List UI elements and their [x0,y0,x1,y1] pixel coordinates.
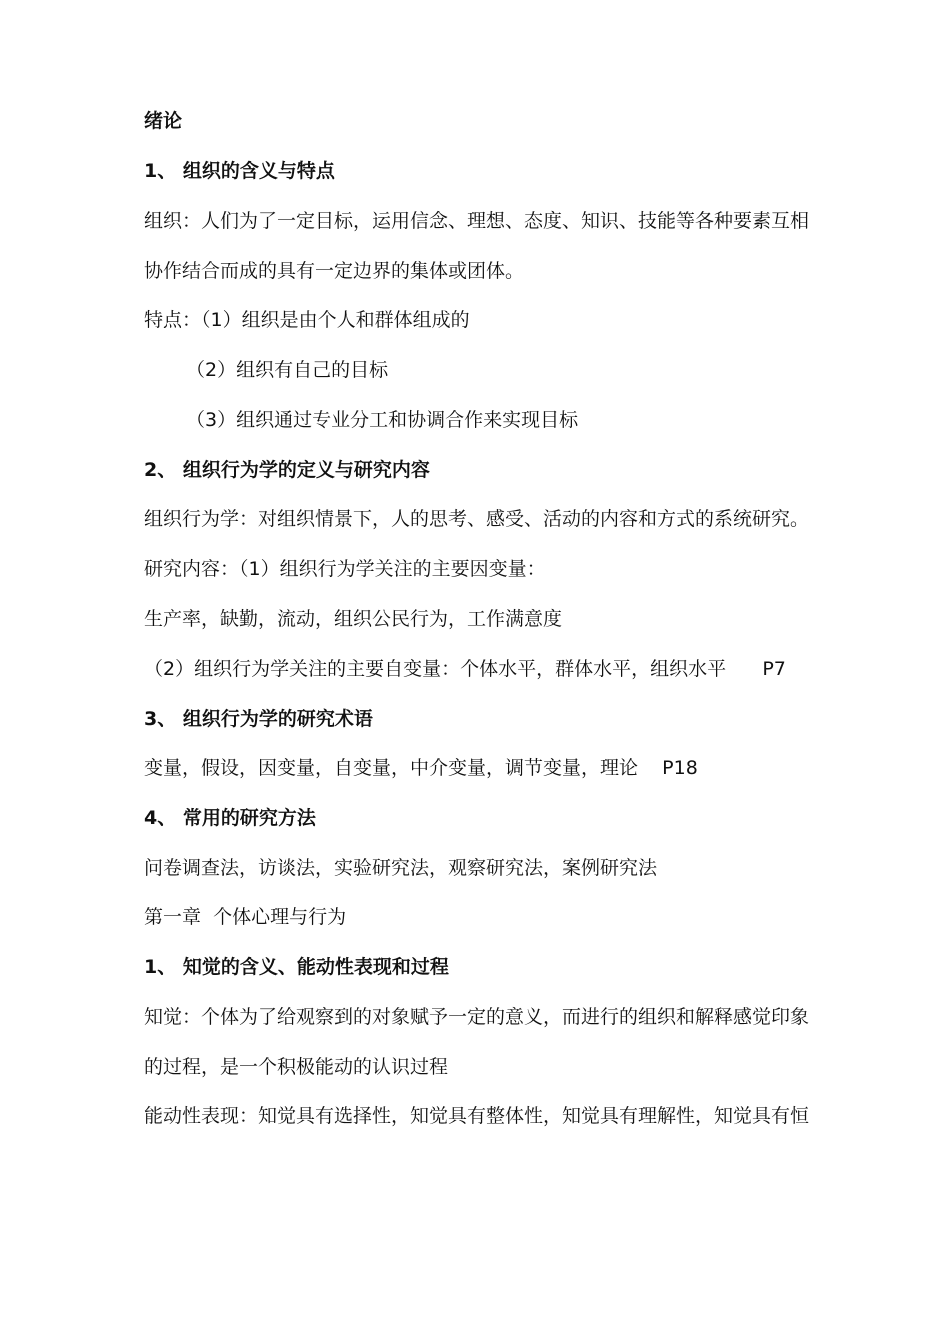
heading-research-methods: 4、 常用的研究方法 [144,807,316,829]
heading-perception: 1、 知觉的含义、能动性表现和过程 [144,956,449,978]
heading-organization-meaning: 1、 组织的含义与特点 [144,160,335,182]
paragraph-organization-definition: 组织：人们为了一定目标，运用信念、理想、态度、知识、技能等各种要素互相 [144,210,810,232]
paragraph-ob-definition: 组织行为学：对组织情景下，人的思考、感受、活动的内容和方式的系统研究。 [144,508,810,530]
paragraph-independent-variables: （2）组织行为学关注的主要自变量：个体水平，群体水平，组织水平 P7 [144,658,786,680]
paragraph-perception-initiative: 能动性表现：知觉具有选择性，知觉具有整体性，知觉具有理解性，知觉具有恒 [144,1105,810,1127]
heading-research-terms: 3、 组织行为学的研究术语 [144,708,373,730]
paragraph-perception-definition-cont: 的过程，是一个积极能动的认识过程 [144,1056,449,1078]
paragraph-perception-definition: 知觉：个体为了给观察到的对象赋予一定的意义，而进行的组织和解释感觉印象 [144,1006,810,1028]
paragraph-dependent-variables: 生产率，缺勤，流动，组织公民行为，工作满意度 [144,608,563,630]
list-item-feature-1: 特点：（1）组织是由个人和群体组成的 [144,309,470,331]
section-title-introduction: 绪论 [144,110,183,132]
paragraph-research-content: 研究内容：（1）组织行为学关注的主要因变量： [144,558,546,580]
list-item-feature-3: （3）组织通过专业分工和协调合作来实现目标 [186,409,579,431]
paragraph-research-methods: 问卷调查法，访谈法，实验研究法，观察研究法，案例研究法 [144,857,658,879]
list-item-feature-2: （2）组织有自己的目标 [186,359,389,381]
paragraph-research-terms: 变量，假设，因变量，自变量，中介变量，调节变量，理论 P18 [144,757,698,779]
chapter-title-1: 第一章 个体心理与行为 [144,906,347,928]
paragraph-organization-definition-cont: 协作结合而成的具有一定边界的集体或团体。 [144,260,525,282]
heading-ob-definition: 2、 组织行为学的定义与研究内容 [144,459,430,481]
